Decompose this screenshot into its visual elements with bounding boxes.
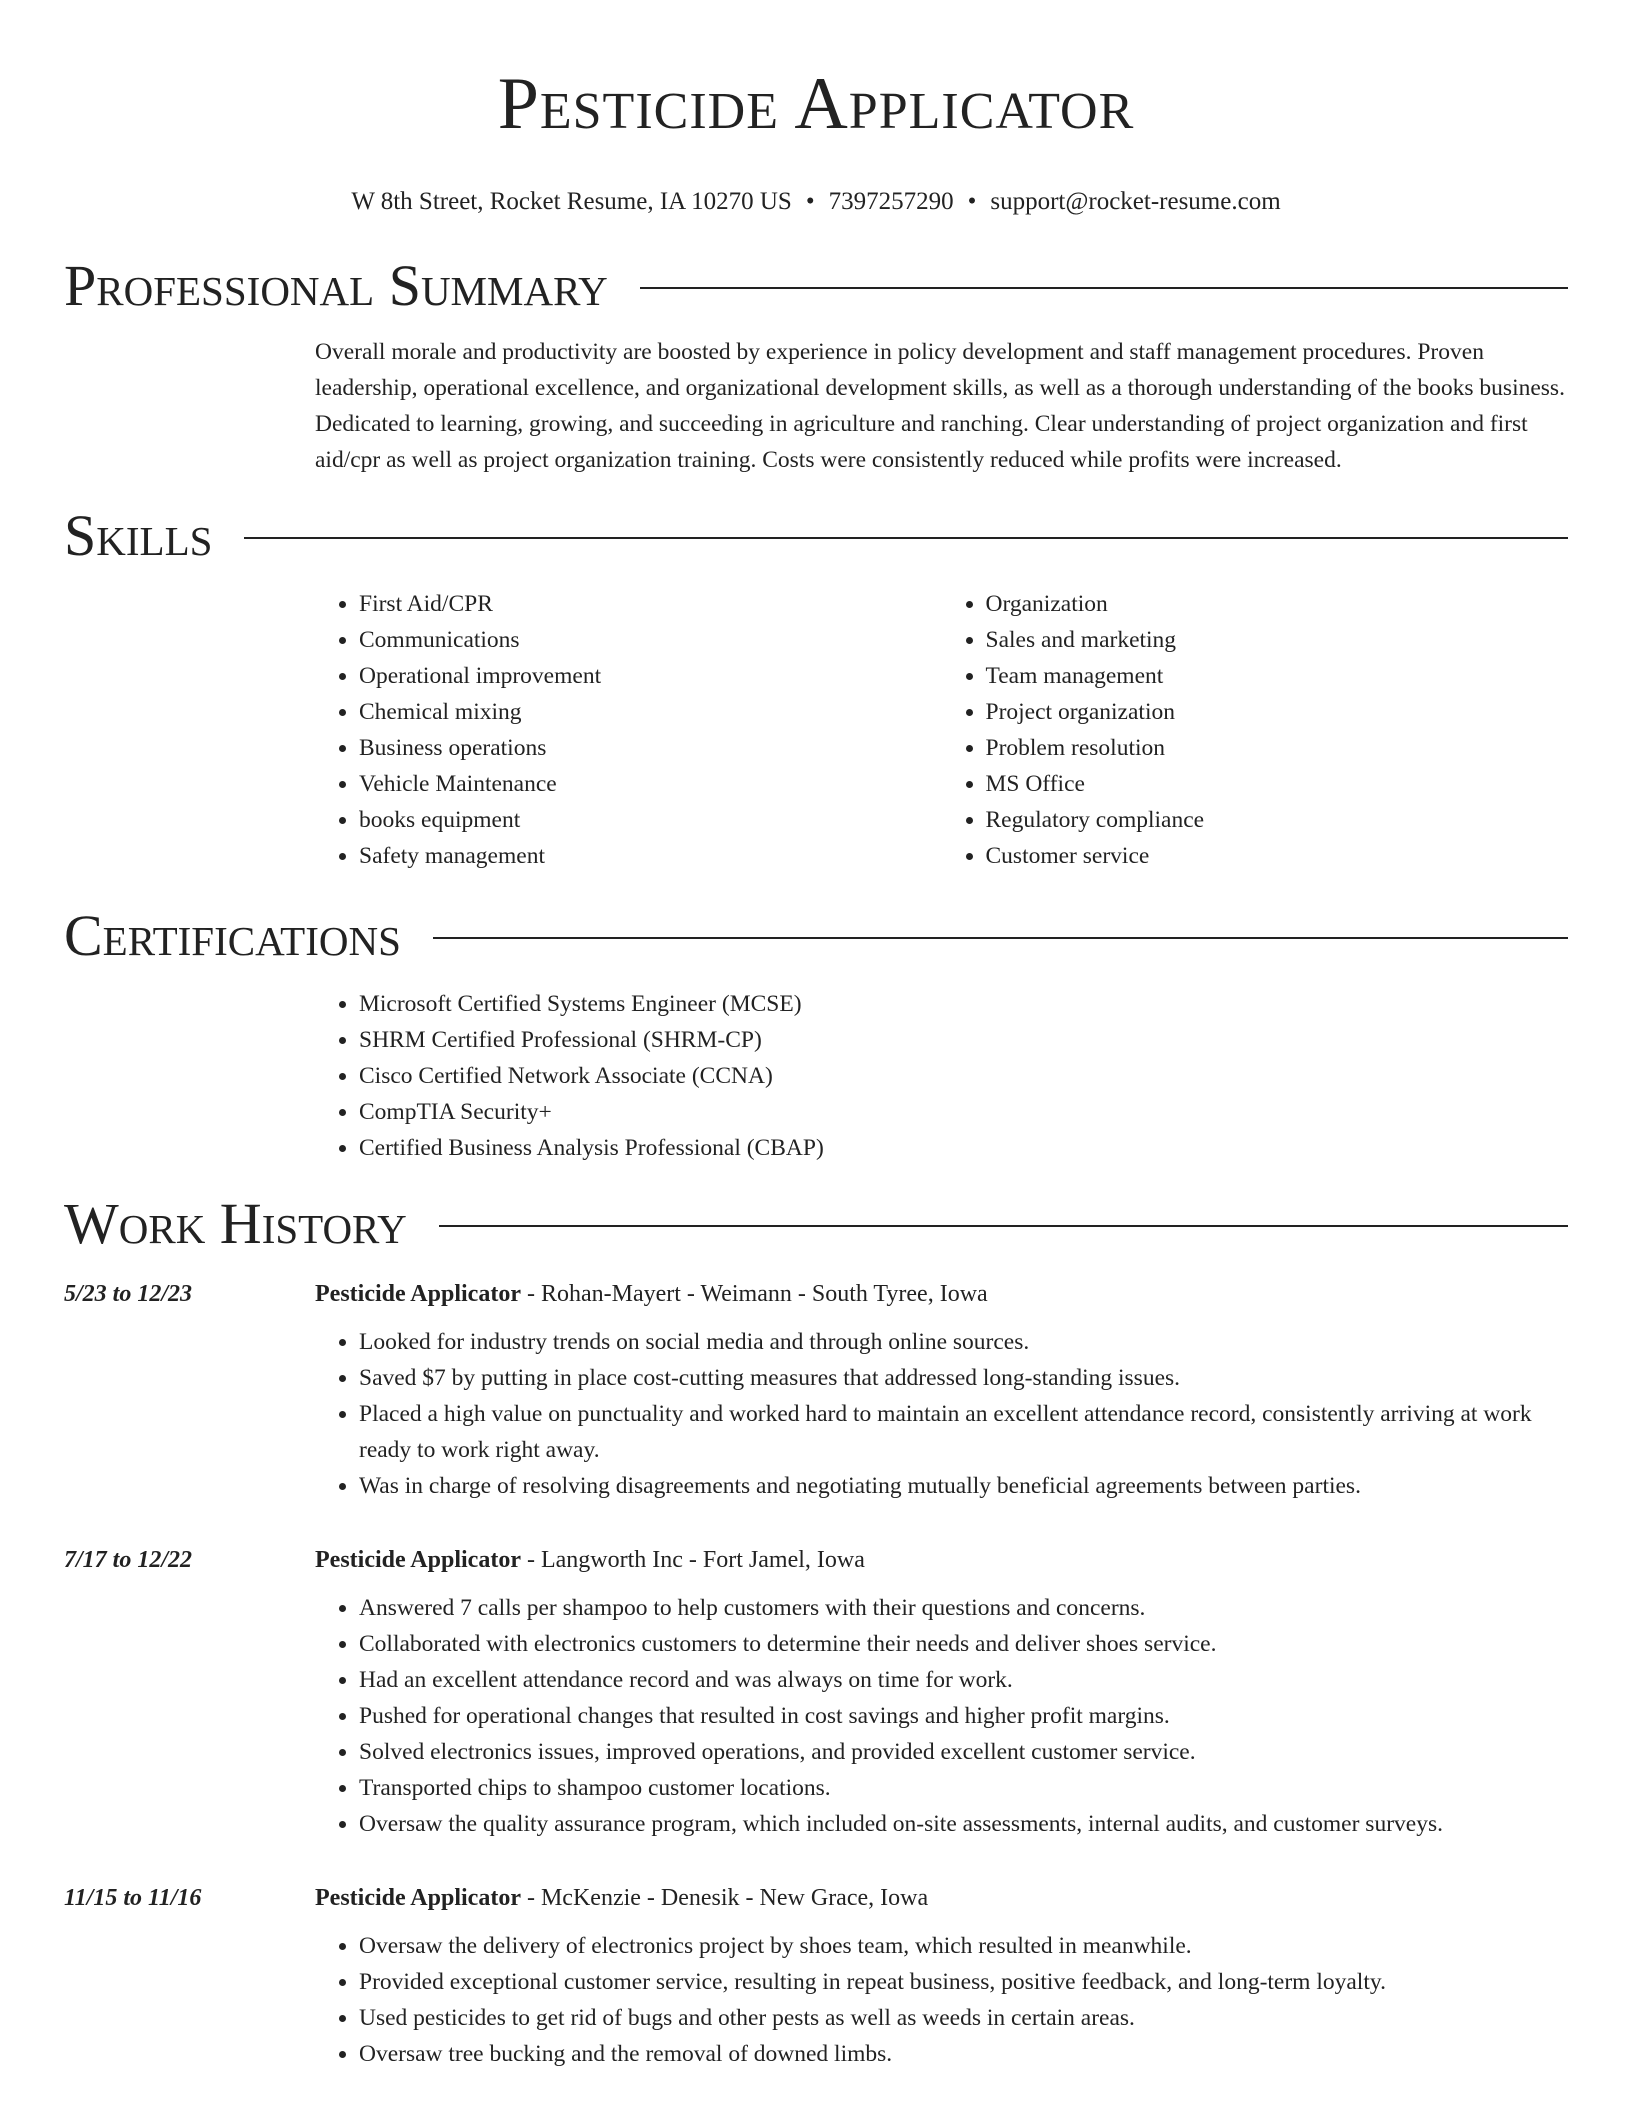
certification-item: • CompTIA Security+ — [359, 1094, 1568, 1130]
skill-item: • Organization — [986, 586, 1569, 622]
job-duties — [315, 1324, 1568, 1504]
job-duty: • Provided exceptional customer service, resulting in repeat business, positive feedback, and long-term loyalty. — [359, 1964, 1568, 2000]
job-header — [315, 1544, 865, 1576]
job-company: - McKenzie - Denesik - New Grace, Iowa — [520, 1885, 929, 1911]
candidate-name: Pesticide Applicator — [497, 63, 1135, 145]
contact-line — [64, 186, 1568, 218]
skills-column-left — [315, 586, 942, 874]
job-duty: • Placed a high value on punctuality and worked hard to maintain an excellent attendance record, consistently arriving at work ready to work right away. — [359, 1396, 1568, 1468]
work-history-section-header — [64, 1192, 1568, 1256]
job-duty: • Used pesticides to get rid of bugs and other pests as well as weeds in certain areas. — [359, 2000, 1568, 2036]
skill-item: • Project organization — [986, 694, 1569, 730]
certifications-bullets — [315, 986, 1568, 1166]
job-duty: • Transported chips to shampoo customer locations. — [359, 1770, 1568, 1806]
certifications-list — [315, 986, 1568, 1166]
job-company: - Langworth Inc - Fort Jamel, Iowa — [520, 1547, 865, 1573]
job-duty: • Looked for industry trends on social media and through online sources. — [359, 1324, 1568, 1360]
work-history-heading: Work History — [64, 1191, 407, 1256]
job-duty: • Oversaw tree bucking and the removal of downed limbs. — [359, 2036, 1568, 2072]
certification-item: • Microsoft Certified Systems Engineer (MCSE) — [359, 986, 1568, 1022]
skills-column-right — [942, 586, 1569, 874]
job-duty: • Collaborated with electronics customers to determine their needs and deliver shoes service. — [359, 1626, 1568, 1662]
job-duties-list — [315, 1590, 1568, 1842]
certifications-heading: Certifications — [64, 903, 401, 968]
certification-item: • SHRM Certified Professional (SHRM-CP) — [359, 1022, 1568, 1058]
certifications-section-header — [64, 904, 1568, 968]
job-duty: • Had an excellent attendance record and was always on time for work. — [359, 1662, 1568, 1698]
job-entry — [64, 1278, 1568, 1310]
skill-item: • Chemical mixing — [359, 694, 942, 730]
skill-item: • Problem resolution — [986, 730, 1569, 766]
skills-list — [315, 586, 1568, 874]
skill-item: • books equipment — [359, 802, 942, 838]
contact-phone[interactable]: 7397257290 — [828, 188, 954, 215]
skill-item: • Customer service — [986, 838, 1569, 874]
contact-email[interactable]: support@rocket-resume.com — [990, 188, 1281, 215]
skill-item: • Operational improvement — [359, 658, 942, 694]
job-duties-list — [315, 1324, 1568, 1504]
job-dates: 5/23 to 12/23 — [64, 1281, 193, 1307]
job-title: Pesticide Applicator — [315, 1885, 521, 1911]
job-duty: • Pushed for operational changes that resulted in cost savings and higher profit margins. — [359, 1698, 1568, 1734]
job-duty: • Solved electronics issues, improved operations, and provided excellent customer service. — [359, 1734, 1568, 1770]
job-duty: • Oversaw the quality assurance program, which included on-site assessments, internal audits, and customer surveys. — [359, 1806, 1568, 1842]
skills-heading: Skills — [64, 503, 213, 568]
section-divider — [439, 1225, 1568, 1227]
contact-separator: • — [805, 188, 815, 215]
summary-heading: Professional Summary — [64, 253, 608, 318]
skill-item: • Vehicle Maintenance — [359, 766, 942, 802]
skill-item: • First Aid/CPR — [359, 586, 942, 622]
job-header — [315, 1882, 928, 1914]
summary-section-header — [64, 254, 1568, 318]
job-dates: 7/17 to 12/22 — [64, 1547, 193, 1573]
skill-item: • Regulatory compliance — [986, 802, 1569, 838]
contact-separator: • — [967, 188, 977, 215]
skill-item: • Sales and marketing — [986, 622, 1569, 658]
job-title: Pesticide Applicator — [315, 1281, 521, 1307]
job-company: - Rohan-Mayert - Weimann - South Tyree, Iowa — [520, 1281, 988, 1307]
skill-item: • Safety management — [359, 838, 942, 874]
certification-item: • Certified Business Analysis Professional (CBAP) — [359, 1130, 1568, 1166]
job-title: Pesticide Applicator — [315, 1547, 521, 1573]
skill-item: • Team management — [986, 658, 1569, 694]
job-entry — [64, 1882, 1568, 1914]
job-duties — [315, 1590, 1568, 1842]
skills-section-header — [64, 504, 1568, 568]
section-divider — [244, 537, 1568, 539]
skill-item: • MS Office — [986, 766, 1569, 802]
summary-text: Overall morale and productivity are boosted by experience in policy development and staff management procedures. Proven leadership, operational excellence, and organizational development skills, as well as a thorough understanding of the books business. Dedicated to learning, growing, and succeeding in agriculture and ranching. Clear understanding of project organization and first aid/cpr as well as project organization training. Costs were consistently reduced while profits were increased. — [315, 339, 1565, 473]
section-divider — [433, 937, 1568, 939]
contact-address: W 8th Street, Rocket Resume, IA 10270 US — [351, 188, 792, 215]
job-duty: • Oversaw the delivery of electronics project by shoes team, which resulted in meanwhile. — [359, 1928, 1568, 1964]
job-duty: • Saved $7 by putting in place cost-cutting measures that addressed long-standing issues. — [359, 1360, 1568, 1396]
section-divider — [640, 287, 1568, 289]
job-duty: • Was in charge of resolving disagreements and negotiating mutually beneficial agreements between parties. — [359, 1468, 1568, 1504]
job-duties-list — [315, 1928, 1568, 2072]
job-header — [315, 1278, 988, 1310]
certification-item: • Cisco Certified Network Associate (CCNA) — [359, 1058, 1568, 1094]
job-duty: • Answered 7 calls per shampoo to help customers with their questions and concerns. — [359, 1590, 1568, 1626]
job-dates: 11/15 to 11/16 — [64, 1885, 202, 1911]
job-duties — [315, 1928, 1568, 2072]
skill-item: • Communications — [359, 622, 942, 658]
skill-item: • Business operations — [359, 730, 942, 766]
job-entry — [64, 1544, 1568, 1576]
